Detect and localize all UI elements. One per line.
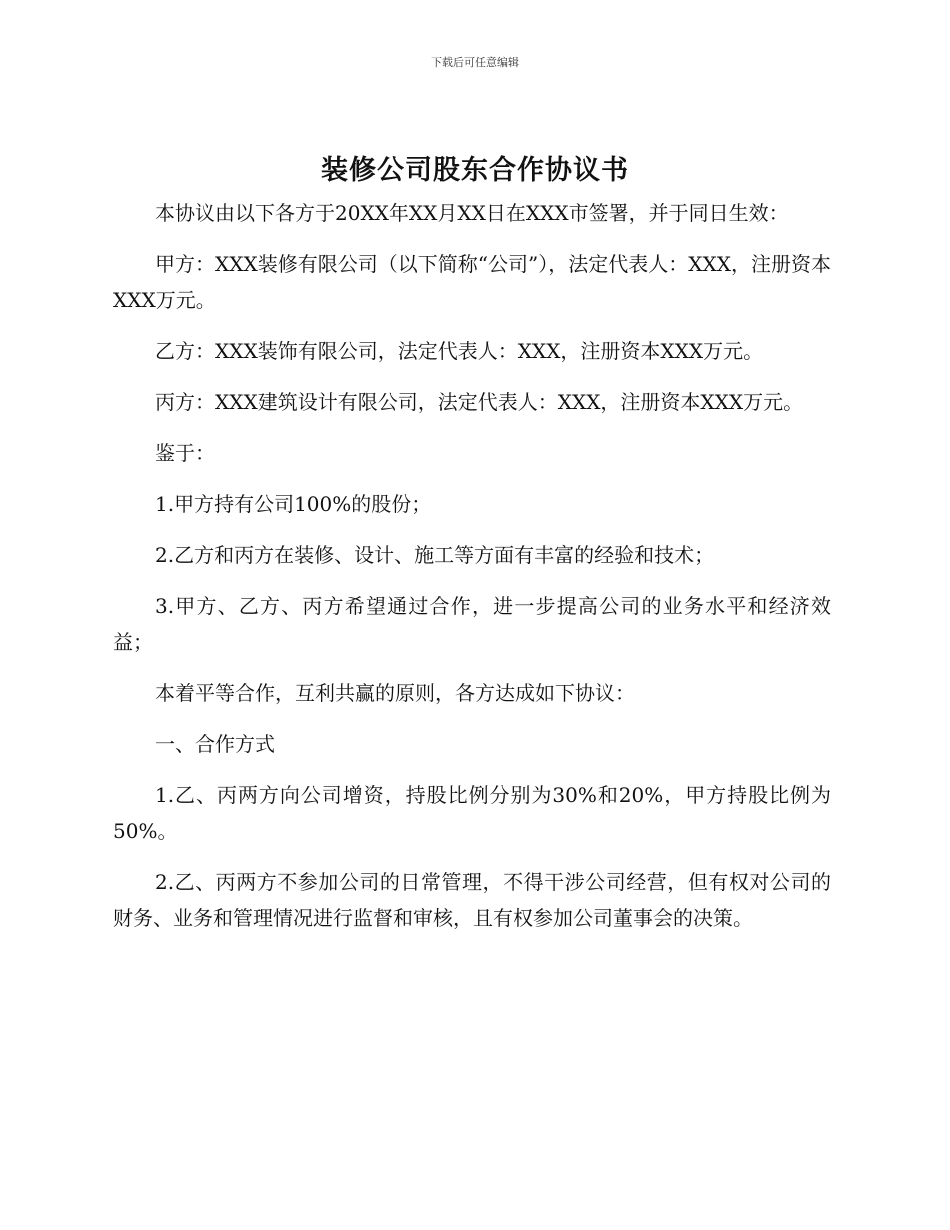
whereas-item-3: 3.甲方、乙方、丙方希望通过合作，进一步提高公司的业务水平和经济效益； [113,594,831,654]
preamble-paragraph: 本协议由以下各方于20XX年XX月XX日在XXX市签署，并于同日生效： [155,201,789,225]
document-body [113,195,831,951]
party-c-paragraph: 丙方：XXX建筑设计有限公司，法定代表人：XXX，注册资本XXX万元。 [155,390,804,414]
party-b-paragraph: 乙方：XXX装饰有限公司，法定代表人：XXX，注册资本XXX万元。 [155,339,764,363]
clause-1-1: 1.乙、丙两方向公司增资，持股比例分别为30%和20%，甲方持股比例为50%。 [113,783,831,843]
document-title: 装修公司股东合作协议书 [321,155,629,186]
agreement-intro-paragraph: 本着平等合作，互利共赢的原则，各方达成如下协议： [155,681,635,705]
party-a-paragraph: 甲方：XXX装修有限公司（以下简称“公司”），法定代表人：XXX，注册资本XXX万元。 [113,252,831,312]
whereas-heading: 鉴于： [155,441,215,465]
header-note: 下载后可任意编辑 [431,56,519,69]
whereas-item-1: 1.甲方持有公司100%的股份； [155,492,432,516]
section-1-heading: 一、合作方式 [155,732,275,756]
clause-1-2: 2.乙、丙两方不参加公司的日常管理，不得干涉公司经营，但有权对公司的财务、业务和管理情况进行监督和审核，且有权参加公司董事会的决策。 [113,870,831,930]
whereas-item-2: 2.乙方和丙方在装修、设计、施工等方面有丰富的经验和技术； [155,543,715,567]
